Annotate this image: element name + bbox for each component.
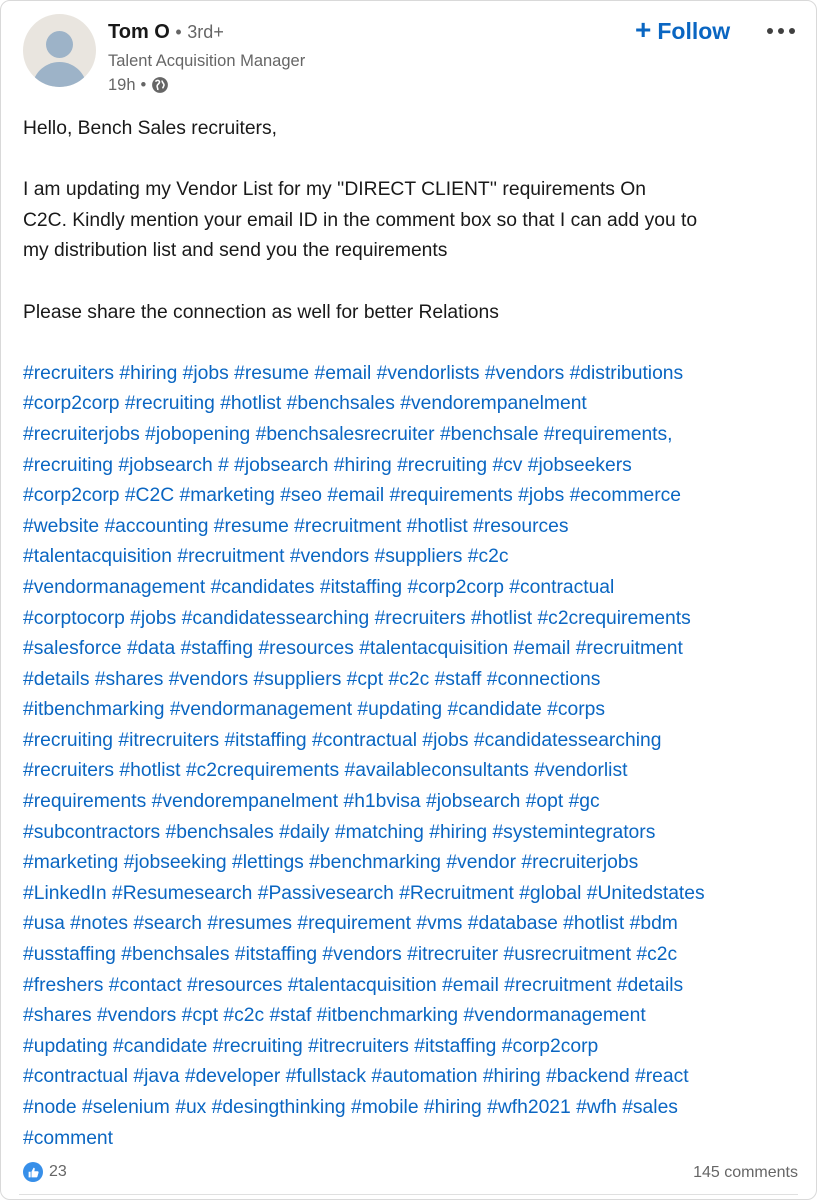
hashtag-line[interactable]: #LinkedIn #Resumesearch #Passivesearch #Recruitment #global #Unitedstates xyxy=(23,882,705,904)
reaction-count: 23 xyxy=(49,1163,67,1180)
author-headline: Talent Acquisition Manager xyxy=(108,52,306,70)
separator-dot: • xyxy=(175,22,182,42)
hashtag-line[interactable]: #comment xyxy=(23,1127,114,1149)
hashtag-line[interactable]: #requirements #vendorempanelment #h1bvisa #jobsearch #opt #gc xyxy=(23,791,600,813)
hashtag-line[interactable]: #freshers #contact #resources #talentacquisition #email #recruitment #details xyxy=(23,974,684,996)
hashtag-line[interactable]: #itbenchmarking #vendormanagement #updating #candidate #corps xyxy=(23,699,606,721)
hashtag-line[interactable]: #talentacquisition #recruitment #vendors #suppliers #c2c xyxy=(23,546,509,568)
post-body xyxy=(23,114,803,1154)
hashtag-line[interactable]: #contractual #java #developer #fullstack #automation #hiring #backend #react xyxy=(23,1066,689,1088)
avatar[interactable] xyxy=(23,14,96,87)
reactions-summary[interactable] xyxy=(23,1162,67,1182)
ellipsis-dot-icon xyxy=(767,28,773,34)
hashtag-line[interactable]: #vendormanagement #candidates #itstaffing #corp2corp #contractual xyxy=(23,576,615,598)
follow-label: Follow xyxy=(657,17,731,44)
like-icon xyxy=(23,1162,43,1182)
plus-icon: + xyxy=(635,13,652,45)
more-options-button[interactable] xyxy=(761,17,801,45)
separator-dot: • xyxy=(140,76,147,94)
connection-degree: 3rd+ xyxy=(187,22,224,42)
post-paragraph-line: my distribution list and send you the requirements xyxy=(23,240,448,262)
post-paragraph-line: C2C. Kindly mention your email ID in the comment box so that I can add you to xyxy=(23,209,698,231)
ellipsis-dot-icon xyxy=(789,28,795,34)
hashtag-line[interactable]: #recruiterjobs #jobopening #benchsalesrecruiter #benchsale #requirements, xyxy=(23,423,673,445)
hashtag-line[interactable]: #recruiting #jobsearch # #jobsearch #hiring #recruiting #cv #jobseekers xyxy=(23,454,632,476)
hashtag-line[interactable]: #marketing #jobseeking #lettings #benchmarking #vendor #recruiterjobs xyxy=(23,852,639,874)
hashtag-line[interactable]: #recruiters #hotlist #c2crequirements #availableconsultants #vendorlist xyxy=(23,760,628,782)
follow-button[interactable] xyxy=(635,15,730,47)
hashtag-line[interactable]: #details #shares #vendors #suppliers #cpt #c2c #staff #connections xyxy=(23,668,601,690)
hashtag-line[interactable]: #subcontractors #benchsales #daily #matching #hiring #systemintegrators xyxy=(23,821,656,843)
author-name[interactable]: Tom O xyxy=(108,21,170,43)
hashtag-line[interactable]: #node #selenium #ux #desingthinking #mobile #hiring #wfh2021 #wfh #sales xyxy=(23,1097,678,1118)
footer-divider xyxy=(19,1194,798,1195)
hashtag-line[interactable]: #updating #candidate #recruiting #itrecruiters #itstaffing #corp2corp xyxy=(23,1035,599,1057)
post-paragraph-line: I am updating my Vendor List for my ''DIRECT CLIENT'' requirements On xyxy=(23,179,647,201)
hashtag-line[interactable]: #salesforce #data #staffing #resources #talentacquisition #email #recruitment xyxy=(23,638,683,660)
hashtag-line[interactable]: #corp2corp #C2C #marketing #seo #email #requirements #jobs #ecommerce xyxy=(23,485,682,507)
comments-count-link[interactable]: 145 comments xyxy=(693,1164,798,1181)
hashtag-line[interactable]: #recruiting #itrecruiters #itstaffing #contractual #jobs #candidatessearching xyxy=(23,729,662,751)
post-time: 19h xyxy=(108,76,136,94)
hashtag-line[interactable]: #shares #vendors #cpt #c2c #staf #itbenchmarking #vendormanagement xyxy=(23,1005,646,1027)
hashtag-line[interactable]: #usstaffing #benchsales #itstaffing #vendors #itrecruiter #usrecruitment #c2c xyxy=(23,944,678,966)
hashtag-line[interactable]: #usa #notes #search #resumes #requirement #vms #database #hotlist #bdm xyxy=(23,913,678,935)
hashtag-line[interactable]: #corptocorp #jobs #candidatessearching #recruiters #hotlist #c2crequirements xyxy=(23,607,691,629)
author-name-line xyxy=(108,20,224,44)
avatar-head-shape xyxy=(46,31,73,58)
ellipsis-dot-icon xyxy=(778,28,784,34)
hashtag-line[interactable]: #corp2corp #recruiting #hotlist #benchsales #vendorempanelment xyxy=(23,393,587,415)
avatar-body-shape xyxy=(32,62,87,87)
hashtag-block xyxy=(23,359,803,1154)
post-share-line: Please share the connection as well for better Relations xyxy=(23,301,499,323)
post-meta xyxy=(108,74,169,96)
post-greeting: Hello, Bench Sales recruiters, xyxy=(23,118,277,139)
hashtag-line[interactable]: #website #accounting #resume #recruitment #hotlist #resources xyxy=(23,515,569,537)
hashtag-line[interactable]: #recruiters #hiring #jobs #resume #email #vendorlists #vendors #distributions xyxy=(23,362,684,384)
globe-icon xyxy=(151,76,169,94)
